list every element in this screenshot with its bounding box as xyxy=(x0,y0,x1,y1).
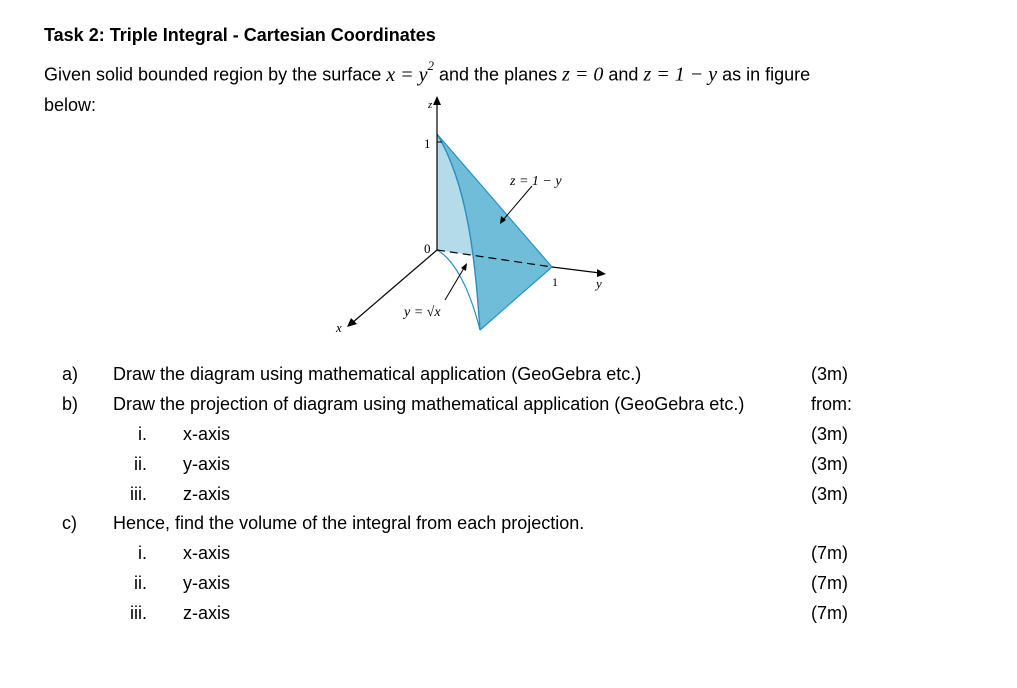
surface-equation: $x = y^2$ xyxy=(386,58,435,86)
question-b-i-marks: (3m) xyxy=(811,424,848,444)
intro-mid: and the planes xyxy=(434,64,563,85)
plane-pointer xyxy=(503,186,532,220)
question-b-iii-num: iii. xyxy=(130,484,147,504)
plane-equation-1: z = 0 xyxy=(562,63,604,86)
question-c-iii-text: z-axis xyxy=(183,603,231,623)
question-c-letter: c) xyxy=(62,513,77,533)
plane-label: z = 1 − y xyxy=(510,174,562,189)
intro-prefix: Given solid bounded region by the surface xyxy=(44,64,382,85)
question-b-iii-marks: (3m) xyxy=(811,484,848,504)
question-c-i-marks: (7m) xyxy=(811,543,848,563)
question-c-iii-num: iii. xyxy=(130,603,147,623)
question-b-text: Draw the projection of diagram using mathematical application (GeoGebra etc.) xyxy=(113,394,745,414)
question-c-ii-num: ii. xyxy=(134,573,147,593)
z-tick-label: 1 xyxy=(424,136,431,151)
z-axis-arrowhead xyxy=(433,96,441,105)
question-c-text: Hence, find the volume of the integral from each projection. xyxy=(113,513,585,533)
question-c-ii-marks: (7m) xyxy=(811,573,848,593)
intro-and: and xyxy=(603,64,644,85)
question-a-marks: (3m) xyxy=(811,364,848,384)
solid-region-figure xyxy=(320,90,620,345)
question-b-i-text: x-axis xyxy=(183,424,231,444)
question-b-ii-marks: (3m) xyxy=(811,454,848,474)
question-c-i-text: x-axis xyxy=(183,543,231,563)
y-tick-label: 1 xyxy=(552,275,558,289)
question-b-i-num: i. xyxy=(138,424,147,444)
plane-equation-2: z = 1 − y xyxy=(643,63,718,86)
question-b-ii-text: y-axis xyxy=(183,454,231,474)
question-b-ii-num: ii. xyxy=(134,454,147,474)
origin-label: 0 xyxy=(424,241,431,256)
question-c-ii-text: y-axis xyxy=(183,573,231,593)
curve-pointer xyxy=(445,268,464,300)
x-axis-label: x xyxy=(336,320,342,335)
curve-label: y = √x xyxy=(404,305,441,320)
y-axis-label: y xyxy=(596,276,602,291)
task-intro-line-1 xyxy=(44,58,811,87)
question-c-iii-marks: (7m) xyxy=(811,603,848,623)
task-title: Task 2: Triple Integral - Cartesian Coordinates xyxy=(44,25,436,45)
question-a-text: Draw the diagram using mathematical application (GeoGebra etc.) xyxy=(113,364,642,384)
task-intro-line-2: below: xyxy=(44,95,97,115)
question-b-iii-text: z-axis xyxy=(183,484,231,504)
intro-suffix: as in figure xyxy=(717,64,811,85)
question-b-suffix: from: xyxy=(811,394,853,414)
curve-pointer-head xyxy=(461,263,467,271)
question-b-letter: b) xyxy=(62,394,79,414)
y-axis xyxy=(552,267,600,273)
z-axis-label: z xyxy=(428,99,433,111)
question-a-letter: a) xyxy=(62,364,79,384)
question-c-i-num: i. xyxy=(138,543,147,563)
